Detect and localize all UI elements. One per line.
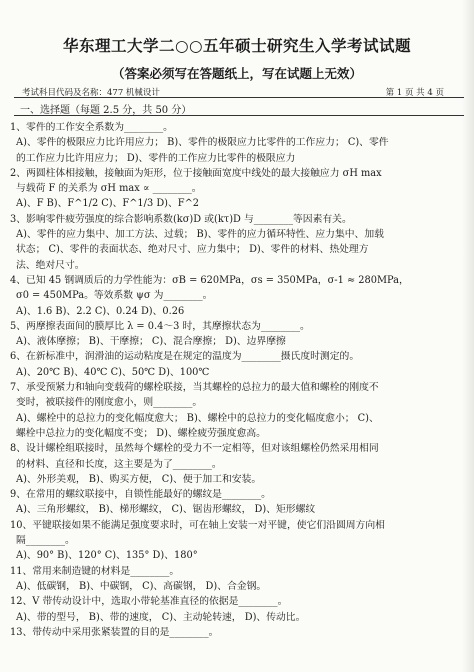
question-line: 的材料、直径和长度，这主要是为了________。 [16,458,222,470]
exam-title: 华东理工大学二○○五年硕士研究生入学考试试题 [62,36,412,55]
question-line: 13、带传动中采用张紧装置的目的是________。 [10,626,219,638]
question-line: A)、20℃ B)、40℃ C)、50℃ D)、100℃ [16,366,210,378]
question-line: 状态； C)、零件的表面状态、绝对尺寸、应力集中； D)、零件的材料、热处理方 [16,244,369,256]
question-line: 螺栓中总拉力的变化幅度不变； D)、螺栓疲劳强度愈高。 [16,427,266,439]
section-rule [14,115,464,116]
question-line: 12、V 带传动设计中，选取小带轮基准直径的依据是________。 [10,596,288,608]
question-line: σ0 = 450MPa。等效系数 ψσ 为________。 [16,290,213,302]
question-line: 9、在常用的螺纹联接中，自锁性能最好的螺纹是________。 [10,489,271,501]
question-line: 2、两圆柱体相接触，接触面为矩形，位于接触面宽度中线处的最大接触应力 σH max [10,167,382,179]
question-line: 与载荷 F 的关系为 σH max ∝ ________。 [16,183,202,195]
question-line: 隔________。 [16,535,75,547]
question-line: A)、90° B)、120° C)、135° D)、180° [16,550,198,562]
exam-instruction: （答案必须写在答题纸上，写在试题上无效） [111,66,362,81]
question-line: A)、液体摩擦； B)、干摩擦； C)、混合摩擦； D)、边界摩擦 [16,336,286,348]
question-line: 1、零件的工作安全系数为________。 [10,122,173,133]
section-heading: 一、选择题（每题 2.5 分，共 50 分） [20,105,192,116]
subject-info: 考试科目代码及名称：477 机械设计 [22,88,160,98]
question-line: A)、零件的极限应力比许用应力； B)、零件的极限应力比零件的工作应力； C)、零件 [16,137,389,149]
question-line: 11、常用来制造键的材料是________。 [10,565,180,577]
question-line: 6、在新标准中，润滑油的运动粘度是在规定的温度为________摄氏度时测定的。 [10,351,360,363]
question-line: A)、螺栓中的总拉力的变化幅度愈大； B)、螺栓中的总拉力的变化幅度愈小； C)、 [16,412,379,424]
question-line: 3、影响零件疲劳强度的综合影响系数(kσ)D 或(kτ)D 与________等因素有关。 [10,213,352,225]
question-line: A)、外形美观， B)、购买方便， C)、便于加工和安装。 [16,473,262,485]
question-list [10,120,466,640]
question-line: A)、1.6 B)、2.2 C)、0.24 D)、0.26 [16,305,185,317]
question-line: A)、带的型号， B)、带的速度， C)、主动轮转速， D)、传动比。 [16,611,306,623]
question-line: 变时，被联接件的刚度愈小，则________。 [16,397,203,409]
question-line: A)、零件的应力集中、加工方法、过载； B)、零件的应力循环特性、应力集中、加载 [16,229,384,241]
question-line: 5、两摩擦表面间的膜厚比 λ = 0.4～3 时，其摩擦状态为________。 [10,320,310,332]
question-line: 4、已知 45 钢调质后的力学性能为：σB = 620MPa，σs = 350MPa，σ-1 ≈ 280MPa， [10,274,409,286]
question-line: 的工作应力比许用应力； D)、零件的工作应力比零件的极限应力 [16,152,296,164]
question-line: 10、平键联接如果不能满足强度要求时，可在轴上安装一对平键，使它们沿圆周方向相 [10,519,385,531]
question-line: A)、低碳钢， B)、中碳钢， C)、高碳钢， D)、合金钢。 [16,580,267,592]
page-number: 第 1 页 共 4 页 [385,88,444,98]
question-line: 8、设计螺栓组联接时，虽然每个螺栓的受力不一定相等，但对该组螺栓仍然采用相同 [10,443,379,455]
page-edge-shadow [462,0,474,672]
question-line: 法、绝对尺寸。 [16,259,85,271]
question-line: A)、三角形螺纹， B)、梯形螺纹， C)、锯齿形螺纹， D)、矩形螺纹 [16,504,316,516]
question-line: 7、承受预紧力和轴向变载荷的螺栓联接，当其螺栓的总拉力的最大值和螺栓的刚度不 [10,382,379,394]
question-line: A)、F B)、F^1/2 C)、F^1/3 D)、F^2 [16,198,200,210]
header-rule [14,97,464,98]
